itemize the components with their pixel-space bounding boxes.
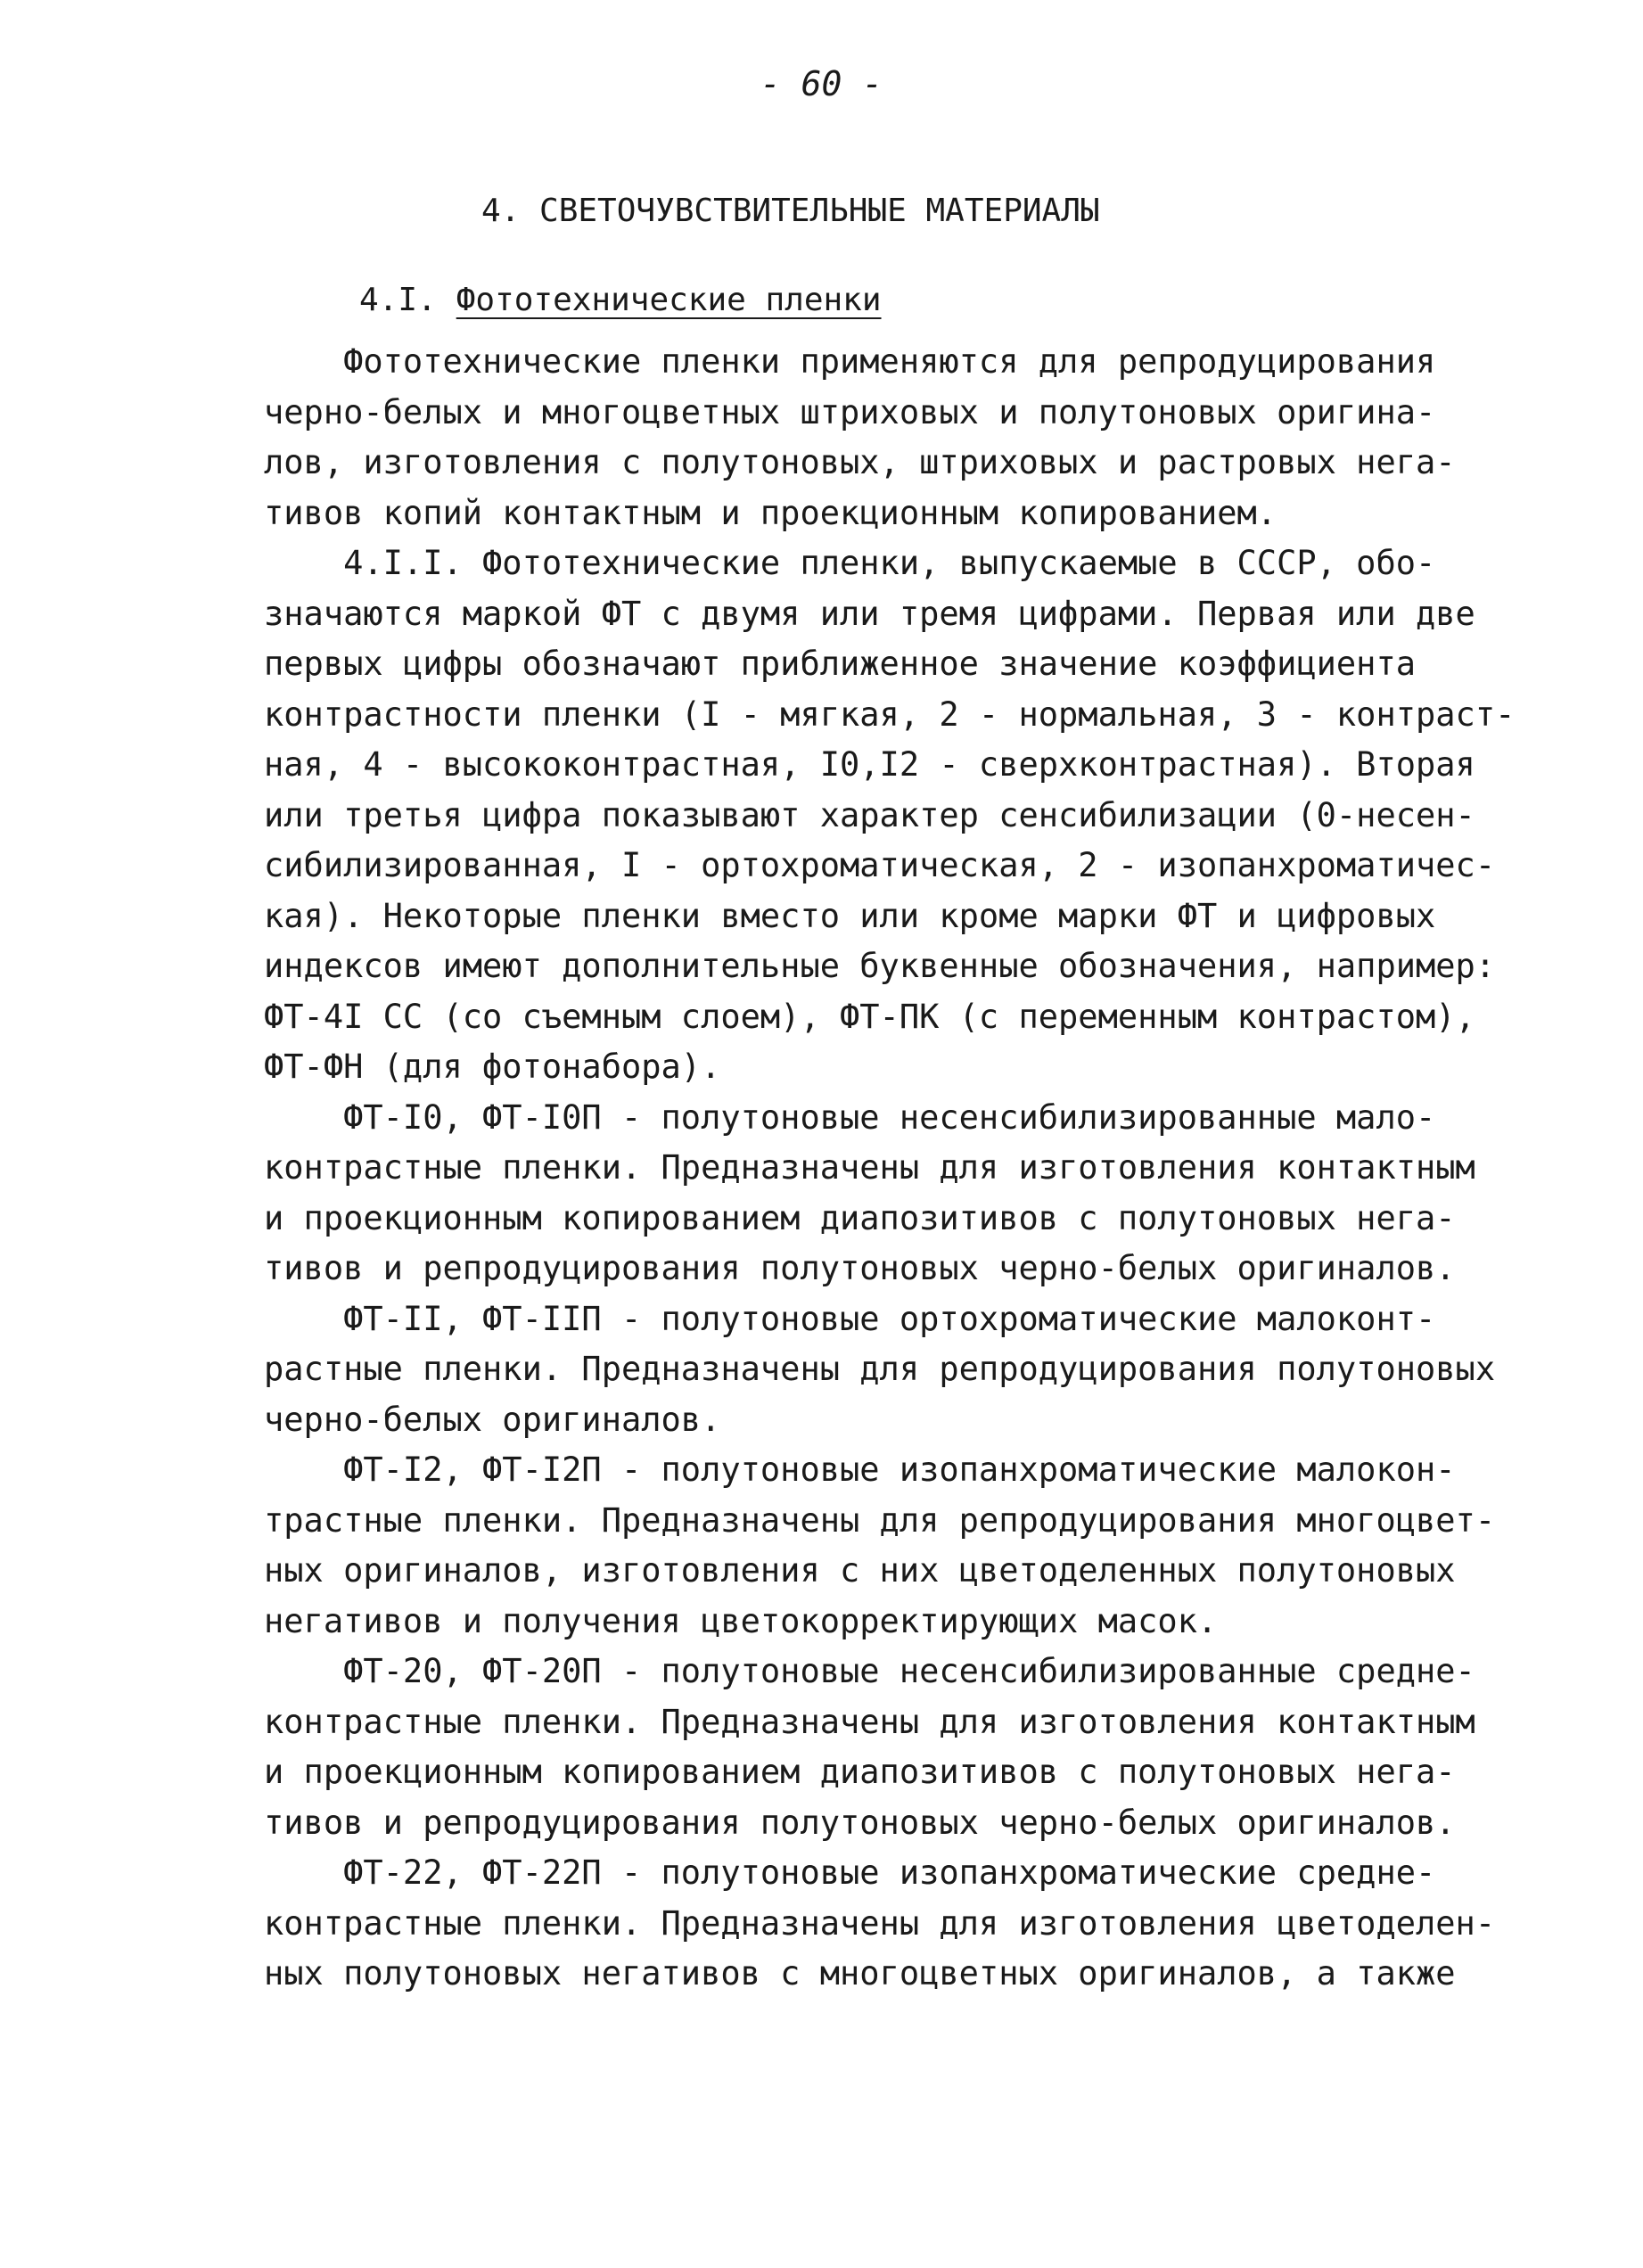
- section-title: Фототехнические пленки: [456, 282, 882, 318]
- text-line: черно-белых и многоцветных штриховых и полутоновых оригина-: [264, 392, 1436, 431]
- text-line: или третья цифра показывают характер сенсибилизации (0-несен-: [264, 795, 1475, 834]
- text-line: тивов и репродуцирования полутоновых черно-белых оригиналов.: [264, 1803, 1456, 1842]
- chapter-title: 4. СВЕТОЧУВСТВИТЕЛЬНЫЕ МАТЕРИАЛЫ: [481, 193, 1100, 229]
- text-line: Фототехнические пленки применяются для репродуцирования: [264, 342, 1436, 381]
- text-line: трастные пленки. Предназначены для репродуцирования многоцвет-: [264, 1500, 1496, 1540]
- text-line: индексов имеют дополнительные буквенные обозначения, например:: [264, 947, 1496, 985]
- text-line: ФТ-II, ФТ-IIП - полутоновые ортохроматические малоконт-: [264, 1299, 1436, 1338]
- text-line: тивов и репродуцирования полутоновых черно-белых оригиналов.: [264, 1249, 1456, 1287]
- text-line: ФТ-ФН (для фотонабора).: [264, 1048, 721, 1086]
- text-line: ных полутоновых негативов с многоцветных оригиналов, а также: [264, 1954, 1456, 1993]
- text-line: контрастности пленки (I - мягкая, 2 - нормальная, 3 - контраст-: [264, 694, 1516, 734]
- text-line: значаются маркой ФТ с двумя или тремя цифрами. Первая или две: [264, 594, 1475, 633]
- text-line: черно-белых оригиналов.: [264, 1400, 721, 1439]
- text-line: ФТ-I0, ФТ-I0П - полутоновые несенсибилизированные мало-: [264, 1097, 1436, 1137]
- text-line: тивов копий контактным и проекционным копированием.: [264, 493, 1277, 532]
- text-line: лов, изготовления с полутоновых, штриховых и растровых нега-: [264, 443, 1456, 481]
- text-line: кая). Некоторые пленки вместо или кроме марки ФТ и цифровых: [264, 896, 1436, 935]
- section-number: 4.I.: [359, 282, 437, 318]
- page-number: - 60 -: [760, 64, 883, 103]
- text-line: ных оригиналов, изготовления с них цветоделенных полутоновых: [264, 1551, 1456, 1590]
- text-line: ФТ-22, ФТ-22П - полутоновые изопанхроматические средне-: [264, 1853, 1436, 1892]
- text-line: растные пленки. Предназначены для репродуцирования полутоновых: [264, 1350, 1496, 1388]
- text-line: сибилизированная, I - ортохроматическая, 2 - изопанхроматичес-: [264, 846, 1496, 884]
- text-line: ная, 4 - высококонтрастная, I0,I2 - сверхконтрастная). Вторая: [264, 745, 1475, 784]
- text-line: ФТ-20, ФТ-20П - полутоновые несенсибилизированные средне-: [264, 1652, 1475, 1690]
- text-line: контрастные пленки. Предназначены для изготовления контактным: [264, 1148, 1475, 1187]
- text-line: первых цифры обозначают приближенное значение коэффициента: [264, 645, 1417, 683]
- text-line: ФТ-4I СС (со съемным слоем), ФТ-ПК (с переменным контрастом),: [264, 997, 1475, 1036]
- text-line: контрастные пленки. Предназначены для изготовления цветоделен-: [264, 1903, 1496, 1943]
- text-line: контрастные пленки. Предназначены для изготовления контактным: [264, 1702, 1475, 1741]
- text-line: негативов и получения цветокорректирующих масок.: [264, 1601, 1218, 1640]
- text-line: и проекционным копированием диапозитивов с полутоновых нега-: [264, 1753, 1456, 1791]
- text-line: 4.I.I. Фототехнические пленки, выпускаемые в СССР, обо-: [264, 544, 1436, 582]
- text-line: ФТ-I2, ФТ-I2П - полутоновые изопанхроматические малокон-: [264, 1450, 1456, 1489]
- body-text: [264, 337, 1530, 2000]
- text-line: и проекционным копированием диапозитивов с полутоновых нега-: [264, 1198, 1456, 1237]
- section-heading: [359, 282, 882, 318]
